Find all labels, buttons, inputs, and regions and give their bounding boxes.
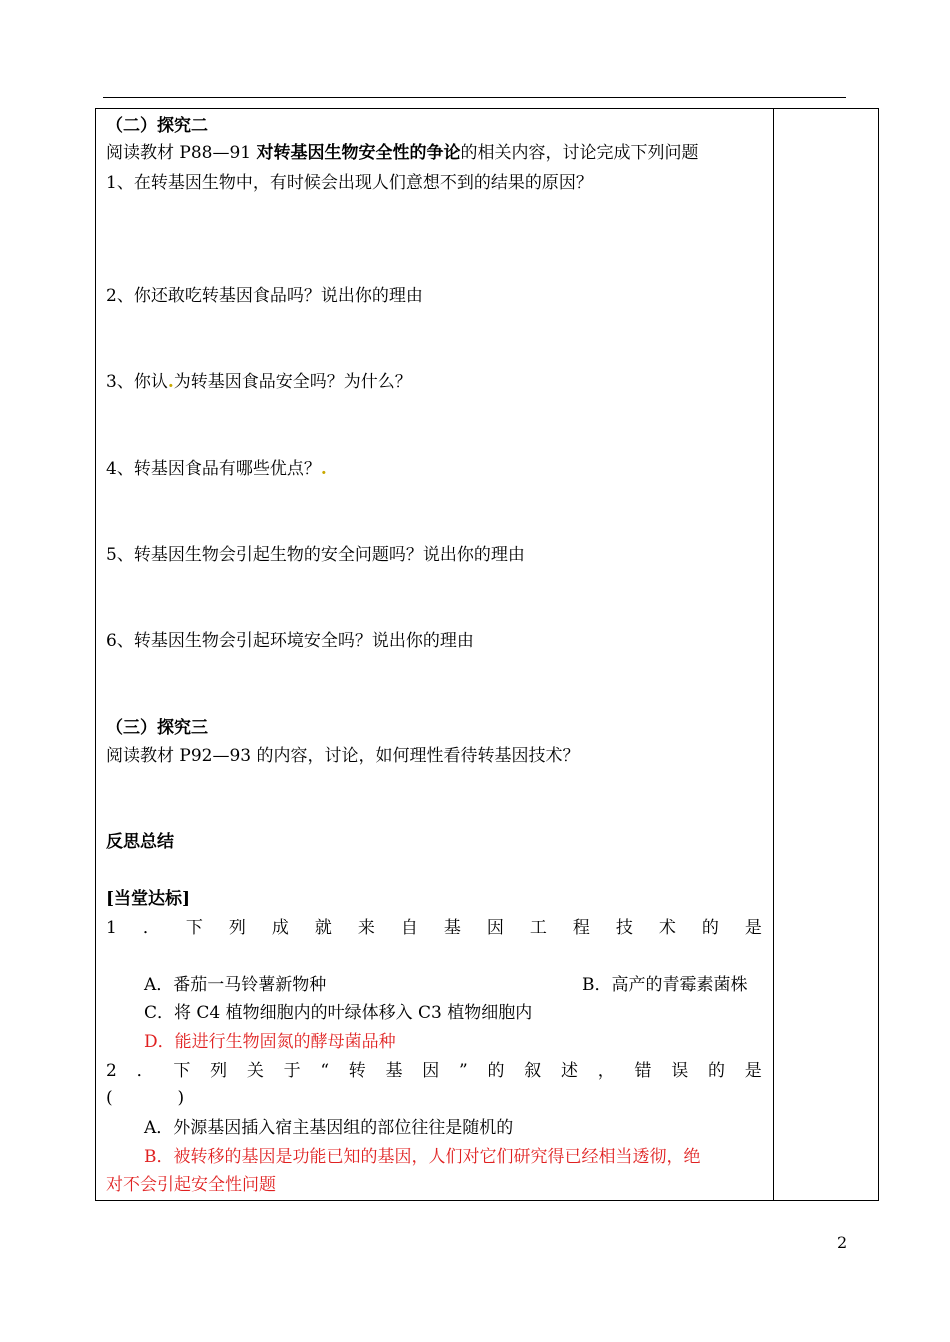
dot-mark: . <box>167 372 174 392</box>
question-3-part2: 为转基因食品安全吗？为什么？ <box>173 372 412 392</box>
q2-char: 错 <box>634 1061 652 1081</box>
q1-char: 自 <box>400 918 418 938</box>
q2-char: 误 <box>671 1061 689 1081</box>
q2-char: 叙 <box>524 1061 542 1081</box>
intro-prefix: 阅读教材 P88—91 <box>106 143 257 163</box>
q1-char: 是 <box>744 918 762 938</box>
q1-char: 的 <box>701 918 719 938</box>
quiz-question-1 <box>106 917 762 939</box>
question-6: 6、转基因生物会引起环境安全吗？说出你的理由 <box>106 631 474 651</box>
q1-char: 工 <box>529 918 547 938</box>
q2-char: 的 <box>707 1061 725 1081</box>
q1-char: 术 <box>658 918 676 938</box>
question-3 <box>106 371 412 393</box>
q2-char: 基 <box>385 1061 403 1081</box>
q2-char: 的 <box>487 1061 505 1081</box>
q1-char: 成 <box>271 918 289 938</box>
column-divider <box>773 109 774 1200</box>
q2-answer-paren: ( ) <box>106 1088 185 1108</box>
q2-char: 列 <box>210 1061 228 1081</box>
q1-char: ． <box>142 918 160 938</box>
q2-option-b: B．被转移的基因是功能已知的基因，人们对它们研究得已经相当透彻，绝 <box>144 1147 701 1167</box>
question-3-part1: 3、你认 <box>106 372 168 392</box>
question-1: 1、在转基因生物中，有时候会出现人们意想不到的结果的原因？ <box>106 173 593 193</box>
section3-text: 阅读教材 P92—93 的内容，讨论，如何理性看待转基因技术？ <box>106 746 580 766</box>
q1-option-a: A．番茄一马铃薯新物种 <box>144 975 327 995</box>
intro-bold: 对转基因生物安全性的争论 <box>256 143 461 163</box>
section2-heading: （二）探究二 <box>106 116 208 136</box>
q2-option-b-cont: 对不会引起安全性问题 <box>106 1175 276 1195</box>
q2-char: ， <box>597 1061 615 1081</box>
q2-char: 下 <box>173 1061 191 1081</box>
q1-char: 就 <box>314 918 332 938</box>
q2-char: 关 <box>246 1061 264 1081</box>
question-2: 2、你还敢吃转基因食品吗？说出你的理由 <box>106 286 423 306</box>
q2-char: 因 <box>422 1061 440 1081</box>
q2-option-a: A．外源基因插入宿主基因组的部位往往是随机的 <box>144 1118 514 1138</box>
quiz-heading: [当堂达标] <box>106 889 191 909</box>
page-number: 2 <box>837 1233 848 1252</box>
dot-mark: . <box>320 459 327 479</box>
reflection-heading: 反思总结 <box>106 832 174 852</box>
q2-char: 转 <box>348 1061 366 1081</box>
q1-char: 程 <box>572 918 590 938</box>
q2-char: “ <box>320 1061 330 1081</box>
question-5: 5、转基因生物会引起生物的安全问题吗？说出你的理由 <box>106 545 525 565</box>
section2-intro <box>106 142 699 164</box>
q2-char: ” <box>459 1061 468 1081</box>
q1-char: 下 <box>185 918 203 938</box>
q2-char: 于 <box>283 1061 301 1081</box>
q1-char: 技 <box>615 918 633 938</box>
q2-char: ． <box>136 1061 154 1081</box>
q1-char: 来 <box>357 918 375 938</box>
q2-char: 是 <box>744 1061 762 1081</box>
q1-option-d: D．能进行生物固氮的酵母菌品种 <box>144 1032 396 1052</box>
q2-char: 述 <box>560 1061 578 1081</box>
worksheet-table <box>95 108 879 1201</box>
q1-char: 列 <box>228 918 246 938</box>
q1-char: 基 <box>443 918 461 938</box>
header-rule <box>103 97 846 98</box>
q1-char: 因 <box>486 918 504 938</box>
question-4 <box>106 458 327 480</box>
q1-option-c: C．将 C4 植物细胞内的叶绿体移入 C3 植物细胞内 <box>144 1003 533 1023</box>
q1-char: 1 <box>106 918 117 938</box>
section3-heading: （三）探究三 <box>106 718 208 738</box>
question-4-text: 4、转基因食品有哪些优点？ <box>106 459 321 479</box>
quiz-question-2 <box>106 1060 762 1082</box>
intro-suffix: 的相关内容，讨论完成下列问题 <box>460 143 699 163</box>
q1-option-b: B．高产的青霉素菌株 <box>582 975 748 995</box>
q2-char: 2 <box>106 1061 117 1081</box>
